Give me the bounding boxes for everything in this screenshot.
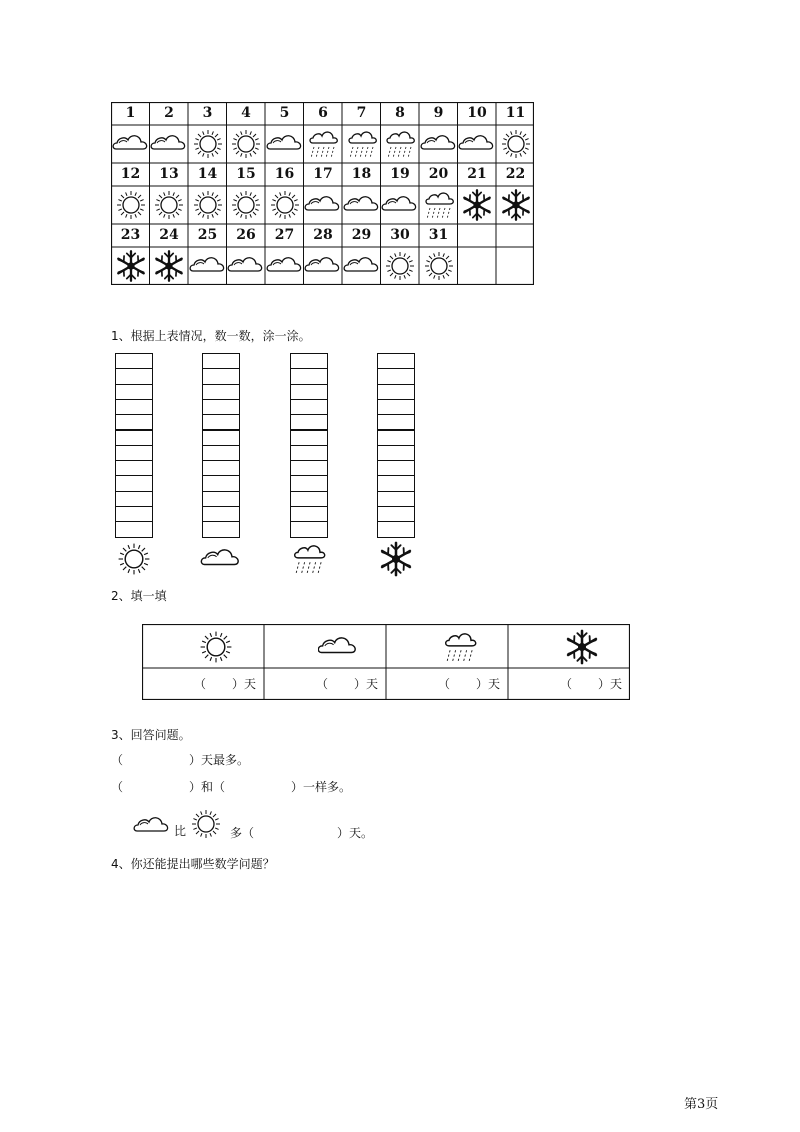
bar-box[interactable] <box>377 399 415 415</box>
calendar-day-number: 27 <box>274 227 295 243</box>
q3-line1-text: ）天最多。 <box>189 753 250 767</box>
q2-answer-open: （ <box>315 677 328 691</box>
bar-box[interactable] <box>115 353 153 369</box>
bar-box[interactable] <box>202 521 240 537</box>
snowflake-icon <box>562 626 602 666</box>
cloud-icon <box>343 249 381 283</box>
cloud-icon <box>343 188 381 222</box>
bar-box[interactable] <box>202 384 240 400</box>
calendar-weather-cell <box>343 249 381 283</box>
weather-calendar <box>111 102 534 285</box>
bar-box[interactable] <box>115 475 153 491</box>
calendar-weather-cell <box>381 249 419 283</box>
calendar-day-number: 12 <box>120 166 141 182</box>
rain-icon <box>420 188 458 222</box>
calendar-day-number: 31 <box>428 227 449 243</box>
bar-box[interactable] <box>290 506 328 522</box>
column-label-rainy <box>287 540 331 578</box>
bar-box[interactable] <box>290 475 328 491</box>
bar-box[interactable] <box>115 399 153 415</box>
q3-line2-text: ）一样多。 <box>291 780 352 794</box>
cloud-icon <box>304 249 342 283</box>
bar-box[interactable] <box>377 506 415 522</box>
bar-box[interactable] <box>202 475 240 491</box>
calendar-day-number: 8 <box>395 105 405 121</box>
rain-icon <box>381 127 419 161</box>
q3-line3-text: ）天。 <box>337 826 374 840</box>
q3-line3-open: 多（ <box>230 826 255 840</box>
snowflake-icon <box>497 188 535 222</box>
calendar-weather-cell <box>189 127 227 161</box>
bar-box[interactable] <box>377 521 415 537</box>
bar-column-rainy <box>290 353 328 538</box>
calendar-weather-cell <box>420 127 458 161</box>
q2-answer-open: （ <box>437 677 450 691</box>
calendar-weather-cell <box>150 188 188 222</box>
page-number: 第3页 <box>684 1097 719 1112</box>
bar-box[interactable] <box>290 521 328 537</box>
calendar-weather-cell <box>458 188 496 222</box>
bar-box[interactable] <box>377 353 415 369</box>
bar-box[interactable] <box>377 491 415 507</box>
column-label-snowy <box>374 540 418 578</box>
q2-answer-close: ）天 <box>353 677 378 691</box>
calendar-weather-cell <box>266 188 304 222</box>
cloud-icon <box>227 249 265 283</box>
cloud-icon <box>133 812 175 842</box>
calendar-weather-cell <box>266 127 304 161</box>
bar-box[interactable] <box>115 384 153 400</box>
bar-box[interactable] <box>115 414 153 430</box>
sun-icon <box>227 188 265 222</box>
column-label-sunny <box>112 540 156 578</box>
calendar-day-number: 25 <box>197 227 218 243</box>
q2-header-rainy <box>386 624 508 668</box>
bar-box[interactable] <box>202 399 240 415</box>
calendar-day-number: 13 <box>159 166 179 182</box>
q3-line2 <box>111 779 351 795</box>
calendar-weather-cell <box>497 127 535 161</box>
rain-icon <box>304 127 342 161</box>
q3-answer-blank-4[interactable] <box>261 825 335 841</box>
calendar-day-number: 4 <box>241 105 251 121</box>
calendar-day-number: 1 <box>125 105 136 121</box>
q2-header-cloudy <box>264 624 386 668</box>
q2-answer-cell[interactable] <box>264 669 386 699</box>
calendar-weather-cell <box>227 249 265 283</box>
sun-icon <box>189 808 225 842</box>
bar-box[interactable] <box>290 430 328 446</box>
calendar-weather-cell <box>458 127 496 161</box>
bar-box[interactable] <box>290 414 328 430</box>
calendar-day-number: 7 <box>356 105 367 121</box>
bar-box[interactable] <box>115 460 153 476</box>
bar-box[interactable] <box>377 475 415 491</box>
calendar-weather-cell <box>112 188 150 222</box>
sun-icon <box>189 127 227 161</box>
calendar-day-number: 9 <box>433 105 444 121</box>
q3-prompt: 3、回答问题。 <box>111 728 191 742</box>
bar-box[interactable] <box>115 506 153 522</box>
snowflake-icon <box>112 249 150 283</box>
sun-icon <box>420 249 458 283</box>
calendar-weather-cell <box>227 188 265 222</box>
sun-icon <box>497 127 535 161</box>
q3-line2-mid: ）和（ <box>189 780 226 794</box>
calendar-weather-cell <box>420 188 458 222</box>
bar-box[interactable] <box>290 491 328 507</box>
q3-bi-label: 比 <box>174 824 187 838</box>
cloud-icon <box>266 249 304 283</box>
sun-icon <box>227 127 265 161</box>
calendar-day-number: 6 <box>318 105 328 121</box>
calendar-day-number: 2 <box>164 105 174 121</box>
q2-answer-cell[interactable] <box>386 669 508 699</box>
calendar-weather-cell <box>112 249 150 283</box>
bar-box[interactable] <box>115 445 153 461</box>
calendar-day-number: 10 <box>467 105 487 121</box>
calendar-weather-cell <box>304 188 342 222</box>
bar-column-snowy <box>377 353 415 538</box>
q1-prompt: 1、根据上表情况，数一数，涂一涂。 <box>111 329 311 343</box>
bar-box[interactable] <box>290 368 328 384</box>
calendar-weather-cell <box>189 188 227 222</box>
q2-fill-table <box>142 624 630 700</box>
snowflake-icon <box>458 188 496 222</box>
bar-box[interactable] <box>202 353 240 369</box>
bar-box[interactable] <box>202 460 240 476</box>
calendar-weather-cell <box>189 249 227 283</box>
calendar-day-number: 5 <box>279 105 290 121</box>
calendar-weather-cell <box>343 188 381 222</box>
bar-box[interactable] <box>290 384 328 400</box>
q2-answer-close: ）天 <box>597 677 622 691</box>
q2-answer-close: ）天 <box>475 677 500 691</box>
rain-icon <box>440 626 480 666</box>
cloud-icon <box>381 188 419 222</box>
q2-answer-open: （ <box>193 677 206 691</box>
calendar-day-number: 30 <box>390 227 410 243</box>
cloud-icon <box>304 188 342 222</box>
calendar-day-number: 21 <box>467 166 487 182</box>
calendar-weather-cell <box>304 249 342 283</box>
bar-box[interactable] <box>115 430 153 446</box>
calendar-weather-cell <box>112 127 150 161</box>
calendar-weather-cell <box>420 249 458 283</box>
calendar-day-number: 3 <box>202 105 213 121</box>
bar-box[interactable] <box>377 368 415 384</box>
q2-header-snowy <box>508 624 630 668</box>
bar-box[interactable] <box>202 368 240 384</box>
calendar-weather-cell <box>381 188 419 222</box>
calendar-weather-cell <box>227 127 265 161</box>
q3-line1 <box>111 752 249 768</box>
calendar-day-number: 15 <box>236 166 256 182</box>
calendar-weather-cell <box>497 188 535 222</box>
calendar-day-number: 24 <box>159 227 179 243</box>
calendar-weather-cell <box>381 127 419 161</box>
calendar-day-number: 23 <box>120 227 141 243</box>
bar-box[interactable] <box>115 491 153 507</box>
q2-answer-cell[interactable] <box>142 669 264 699</box>
bar-box[interactable] <box>290 353 328 369</box>
bar-box[interactable] <box>290 445 328 461</box>
q2-header-sunny <box>142 624 264 668</box>
cloud-icon <box>420 127 458 161</box>
snowflake-icon <box>374 540 418 578</box>
calendar-day-number: 26 <box>236 227 256 243</box>
calendar-day-number: 17 <box>313 166 333 182</box>
calendar-day-number: 28 <box>313 227 333 243</box>
bar-box[interactable] <box>202 506 240 522</box>
sun-icon <box>196 626 236 666</box>
q2-answer-open: （ <box>559 677 572 691</box>
calendar-day-number: 20 <box>428 166 449 182</box>
bar-box[interactable] <box>202 430 240 446</box>
bar-box[interactable] <box>115 521 153 537</box>
q2-prompt: 2、填一填 <box>111 589 167 603</box>
bar-column-cloudy <box>202 353 240 538</box>
calendar-day-number: 14 <box>197 166 218 182</box>
calendar-weather-cell <box>343 127 381 161</box>
bar-box[interactable] <box>377 460 415 476</box>
calendar-weather-cell <box>266 249 304 283</box>
bar-box[interactable] <box>202 414 240 430</box>
calendar-day-number: 19 <box>390 166 410 182</box>
q2-answer-close: ）天 <box>231 677 256 691</box>
calendar-weather-cell <box>150 249 188 283</box>
bar-box[interactable] <box>377 414 415 430</box>
sun-icon <box>266 188 304 222</box>
cloud-icon <box>199 540 243 578</box>
snowflake-icon <box>150 249 188 283</box>
sun-icon <box>112 540 156 578</box>
sun-icon <box>189 188 227 222</box>
calendar-weather-cell <box>150 127 188 161</box>
sun-icon <box>112 188 150 222</box>
calendar-day-number: 22 <box>505 166 526 182</box>
calendar-day-number: 16 <box>274 166 295 182</box>
bar-box[interactable] <box>115 368 153 384</box>
q4-prompt: 4、你还能提出哪些数学问题？ <box>111 857 275 871</box>
cloud-icon <box>318 626 358 666</box>
rain-icon <box>287 540 331 578</box>
q3-line1-open: （ <box>111 753 124 767</box>
cloud-icon <box>458 127 496 161</box>
calendar-day-number: 18 <box>351 166 372 182</box>
q2-answer-cell[interactable] <box>508 669 630 699</box>
cloud-icon <box>266 127 304 161</box>
bar-box[interactable] <box>290 460 328 476</box>
calendar-day-number: 29 <box>351 227 372 243</box>
bar-box[interactable] <box>202 491 240 507</box>
rain-icon <box>343 127 381 161</box>
sun-icon <box>150 188 188 222</box>
sun-icon <box>381 249 419 283</box>
cloud-icon <box>189 249 227 283</box>
bar-box[interactable] <box>377 430 415 446</box>
calendar-day-number: 11 <box>505 105 526 121</box>
bar-box[interactable] <box>377 384 415 400</box>
bar-box[interactable] <box>290 399 328 415</box>
bar-column-sunny <box>115 353 153 538</box>
q3-line2-open: （ <box>111 780 124 794</box>
bar-box[interactable] <box>377 445 415 461</box>
cloud-icon <box>150 127 188 161</box>
cloud-icon <box>112 127 150 161</box>
bar-box[interactable] <box>202 445 240 461</box>
calendar-weather-cell <box>304 127 342 161</box>
column-label-cloudy <box>199 540 243 578</box>
